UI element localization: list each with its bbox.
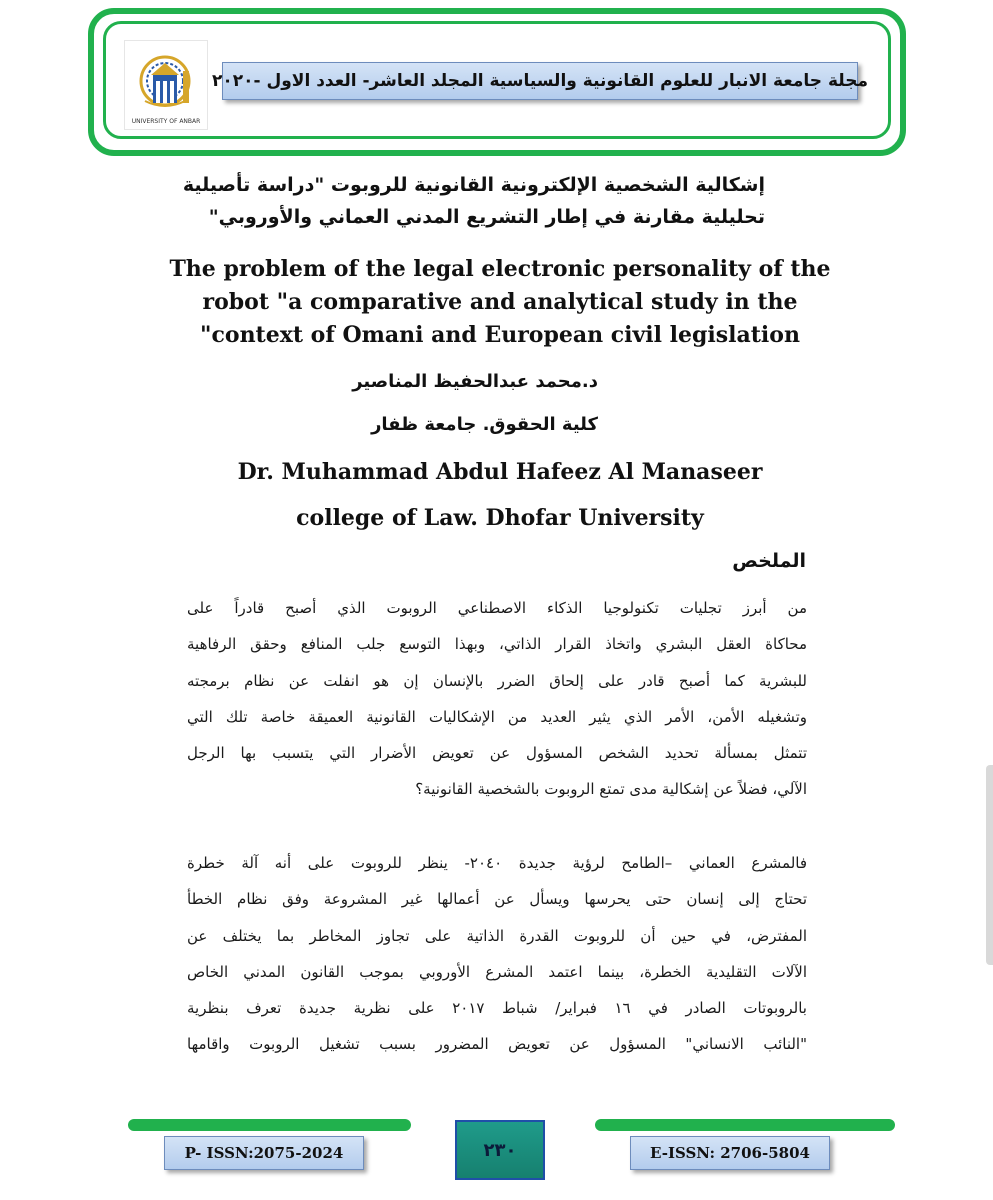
footer-green-bar-right — [595, 1119, 895, 1131]
abstract-line: تحتاج إلى إنسان حتى يحرسها ويسأل عن أعمالها غير المشروعة وفق نظام الخطأ — [187, 890, 807, 909]
abstract-paragraph-2 — [187, 845, 807, 1063]
abstract-paragraph-1 — [187, 590, 807, 808]
arabic-title-line-1: إشكالية الشخصية الإلكترونية القانونية للروبوت "دراسة تأصيلية — [182, 174, 765, 196]
english-title-line-2: robot "a comparative and analytical study in the — [202, 289, 798, 315]
abstract-line: فالمشرع العماني –الطامح لرؤية جديدة ٢٠٤٠- ينظر للروبوت على أنه آلة خطرة — [187, 854, 807, 872]
university-logo-emblem — [125, 41, 207, 129]
abstract-line: محاكاة العقل البشري واتخاذ القرار الذاتي، وبهذا التوسع جلب المنافع وحقق الرفاهية — [187, 635, 807, 654]
abstract-heading: الملخص — [732, 550, 806, 572]
abstract-line: الآلات التقليدية الخطرة، بينما اعتمد المشرع الأوروبي بموجب القانون المدني الخاص — [187, 962, 807, 981]
abstract-line: الآلي، فضلاً عن إشكالية مدى تمتع الروبوت بالشخصية القانونية؟ — [415, 780, 807, 799]
abstract-line: للبشرية كما أصبح قادر على إلحاق الضرر بالإنسان إن هو انفلت عن نظام برمجته — [187, 671, 807, 690]
abstract-line: بالروبوتات الصادر في ١٦ فبراير/ شباط ٢٠١٧ على نظرية جديدة تعرف بنظرية — [187, 999, 807, 1018]
arabic-author-name: د.محمد عبدالحفيظ المناصير — [352, 371, 598, 392]
page-number-box: ٢٣٠ — [455, 1120, 545, 1180]
print-issn-box: P- ISSN:2075-2024 — [164, 1136, 364, 1170]
abstract-line: من أبرز تجليات تكنولوجيا الذكاء الاصطناعي الروبوت الذي أصبح قادراً على — [187, 599, 807, 617]
abstract-line: تتمثل بمسألة تحديد الشخص المسؤول عن تعويض الأضرار التي يتسبب بها الرجل — [187, 744, 807, 763]
abstract-line: "النائب الانساني" المسؤول عن تعويض المضرور بسبب تشغيل الروبوت واقامها — [187, 1035, 807, 1054]
logo-caption: UNIVERSITY OF ANBAR — [131, 118, 201, 125]
english-author-name: Dr. Muhammad Abdul Hafeez Al Manaseer — [237, 459, 763, 485]
arabic-author-affiliation: كلية الحقوق. جامعة ظفار — [371, 414, 598, 435]
electronic-issn-box: E-ISSN: 2706-5804 — [630, 1136, 830, 1170]
english-title-line-1: The problem of the legal electronic personality of the — [169, 256, 831, 282]
footer-green-bar-left — [128, 1119, 411, 1131]
english-title-line-3: "context of Omani and European civil legislation — [200, 322, 800, 348]
journal-title-banner: مجلة جامعة الانبار للعلوم القانونية والسياسية المجلد العاشر- العدد الاول -٢٠٢٠ — [222, 62, 858, 100]
abstract-line: وتشغيله الأمن، الأمر الذي يثير العديد من الإشكاليات القانونية العميقة خاصة تلك التي — [187, 707, 807, 726]
arabic-title-line-2: تحليلية مقارنة في إطار التشريع المدني العماني والأوروبي" — [208, 206, 765, 228]
scrollbar-edge[interactable] — [986, 765, 993, 965]
university-logo — [124, 40, 208, 130]
english-author-affiliation: college of Law. Dhofar University — [296, 505, 704, 531]
abstract-line: المفترض، في حين أن للروبوت القدرة الذاتية على تجاوز المخاطر بما يختلف عن — [187, 926, 807, 945]
